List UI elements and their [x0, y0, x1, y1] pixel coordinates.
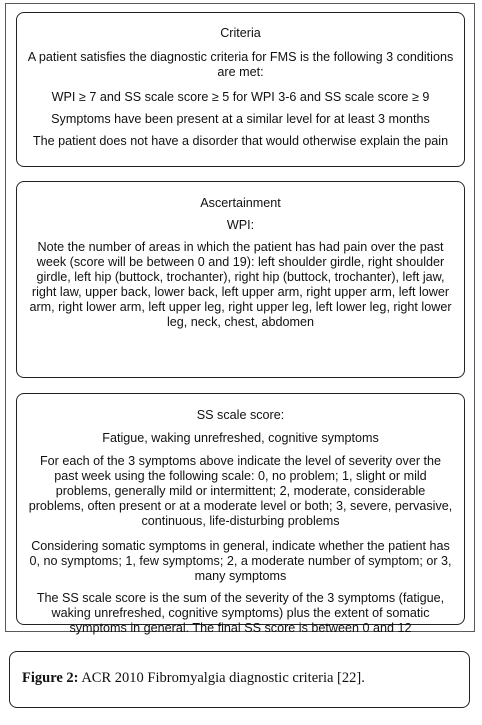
figure-caption-label: Figure 2: — [22, 670, 79, 686]
ss-somatic-description: Considering somatic symptoms in general, indicate whether the patient has 0, no symptoms; 1, few symptoms; 2, a moderate number of symptom; or 3, many symptoms — [29, 539, 452, 583]
ss-severity-description: For each of the 3 symptoms above indicate the level of severity over the past week using the following scale: 0, no problem; 1, slight or mild problems, generally mild or intermittent; 2, moderate, considerable problems, often present or at a moderate level or both; 3, severe, pervasive, continuous, life-disturbing problems — [28, 454, 453, 528]
criteria-box — [16, 12, 465, 167]
ss-scale-box — [16, 393, 465, 635]
ss-symptoms: Fatigue, waking unrefreshed, cognitive symptoms — [102, 431, 379, 445]
figure-caption-text: ACR 2010 Fibromyalgia diagnostic criteria [22]. — [78, 670, 365, 686]
criteria-item-1: WPI ≥ 7 and SS scale score ≥ 5 for WPI 3-6 and SS scale score ≥ 9 — [51, 90, 430, 104]
figure-caption-box — [9, 651, 470, 708]
wpi-subheading: WPI: — [226, 218, 255, 232]
ascertainment-heading: Ascertainment — [200, 196, 281, 210]
criteria-intro: A patient satisfies the diagnostic criteria for FMS is the following 3 conditions are met: — [27, 50, 454, 79]
wpi-description: Note the number of areas in which the patient has had pain over the past week (score will be between 0 and 19): left shoulder girdle, right shoulder girdle, left hip (buttock, trochanter), right hip (buttock, trochanter), left jaw, right law, upper back, lower back, left upper arm, right upper arm, left lower arm, right lower arm, left upper leg, right upper leg, left lower leg, right lower leg, neck, chest, abdomen — [29, 240, 452, 329]
criteria-item-3: The patient does not have a disorder that would otherwise explain the pain — [32, 134, 449, 148]
ss-total-description: The SS scale score is the sum of the severity of the 3 symptoms (fatigue, waking unrefreshed, cognitive symptoms) plus the extent of somatic symptoms in general. The final SS score is between 0 and 12 — [36, 591, 445, 635]
ss-scale-heading: SS scale score: — [196, 408, 285, 422]
figure-caption — [22, 669, 365, 687]
criteria-heading: Criteria — [220, 26, 261, 40]
ascertainment-box — [16, 181, 465, 378]
criteria-item-2: Symptoms have been present at a similar level for at least 3 months — [51, 112, 430, 126]
